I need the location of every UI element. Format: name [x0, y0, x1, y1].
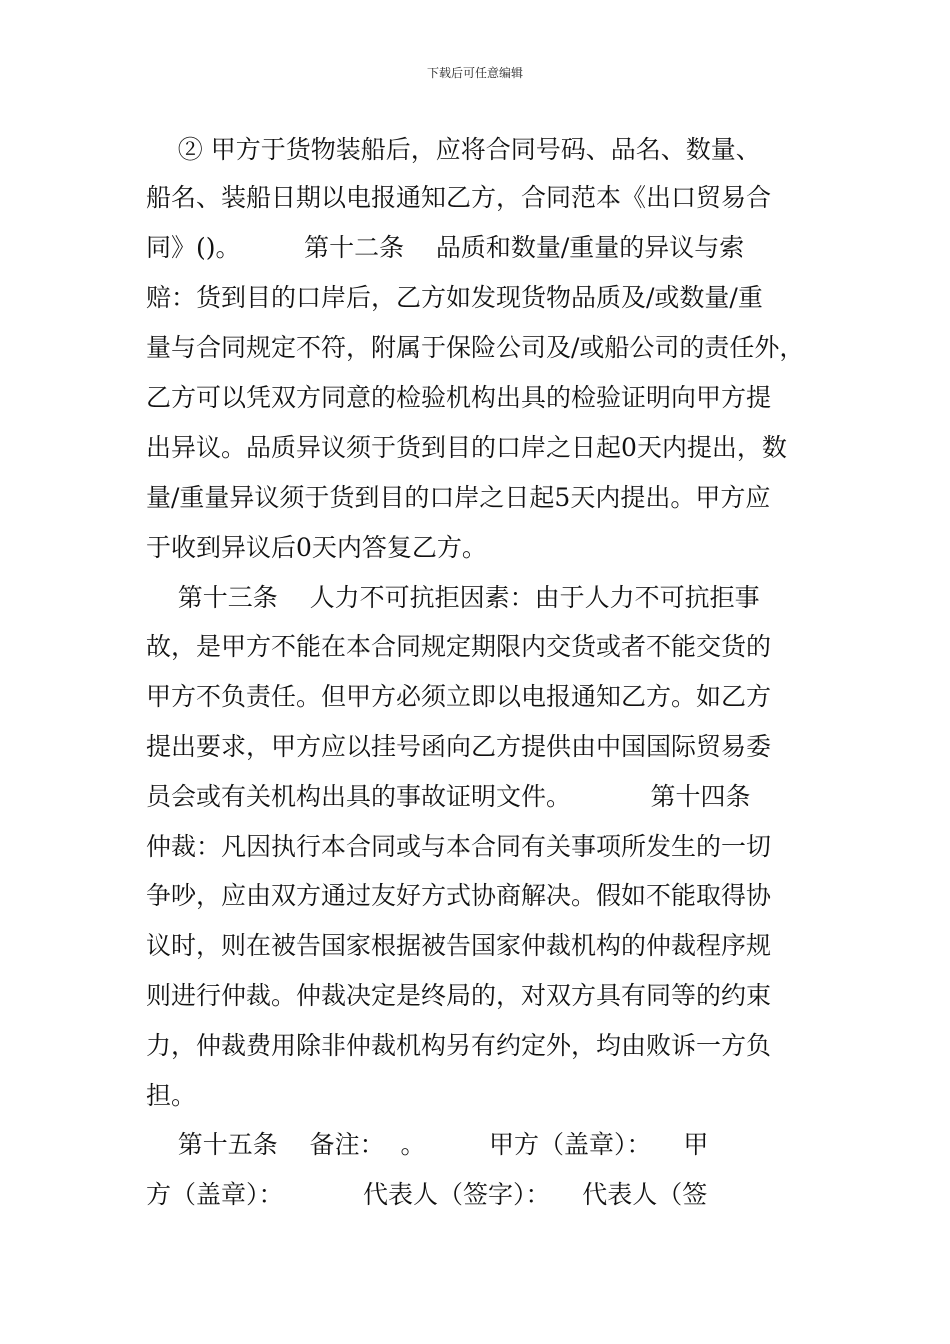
text-line: 量/重量异议须于货到目的口岸之日起5天内提出。甲方应 [146, 483, 771, 512]
text-line: 争吵，应由双方通过友好方式协商解决。假如不能取得协 [146, 881, 772, 910]
text-line: 担。 [146, 1081, 197, 1110]
text-line: 乙方可以凭双方同意的检验机构出具的检验证明向甲方提 [146, 383, 772, 412]
text-line: 仲裁：凡因执行本合同或与本合同有关事项所发生的一切 [146, 832, 772, 861]
page-header: 下载后可任意编辑 [426, 66, 523, 80]
text-line: 议时，则在被告国家根据被告国家仲裁机构的仲裁程序规 [146, 931, 772, 960]
text-line: 甲方不负责任。但甲方必须立即以电报通知乙方。如乙方 [146, 682, 772, 711]
text-line: 出异议。品质异议须于货到目的口岸之日起0天内提出，数 [146, 433, 787, 462]
text-line: 力，仲裁费用除非仲裁机构另有约定外，均由败诉一方负 [146, 1031, 772, 1060]
text-line: 量与合同规定不符，附属于保险公司及/或船公司的责任外， [146, 333, 805, 362]
text-line: 于收到异议后0天内答复乙方。 [146, 533, 487, 562]
text-line: 故，是甲方不能在本合同规定期限内交货或者不能交货的 [146, 632, 772, 661]
text-line: 提出要求，甲方应以挂号函向乙方提供由中国国际贸易委 [146, 732, 772, 761]
text-line: 赔：货到目的口岸后，乙方如发现货物品质及/或数量/重 [146, 283, 763, 312]
text-line: 则进行仲裁。仲裁决定是终局的，对双方具有同等的约束 [146, 981, 772, 1010]
text-line: 同》()。 第十二条 品质和数量/重量的异议与索 [146, 233, 745, 262]
text-line: 第十三条 人力不可抗拒因素：由于人力不可抗拒事 [146, 583, 760, 612]
text-line: ② 甲方于货物装船后，应将合同号码、品名、数量、 [146, 135, 761, 164]
text-line: 员会或有关机构出具的事故证明文件。 第十四条 [146, 782, 751, 811]
text-line: 方（盖章）： 代表人（签字）： 代表人（签 [146, 1180, 708, 1209]
text-line: 船名、装船日期以电报通知乙方，合同范本《出口贸易合 [146, 183, 772, 212]
text-line: 第十五条 备注： 。 甲方（盖章）： 甲 [146, 1130, 709, 1159]
